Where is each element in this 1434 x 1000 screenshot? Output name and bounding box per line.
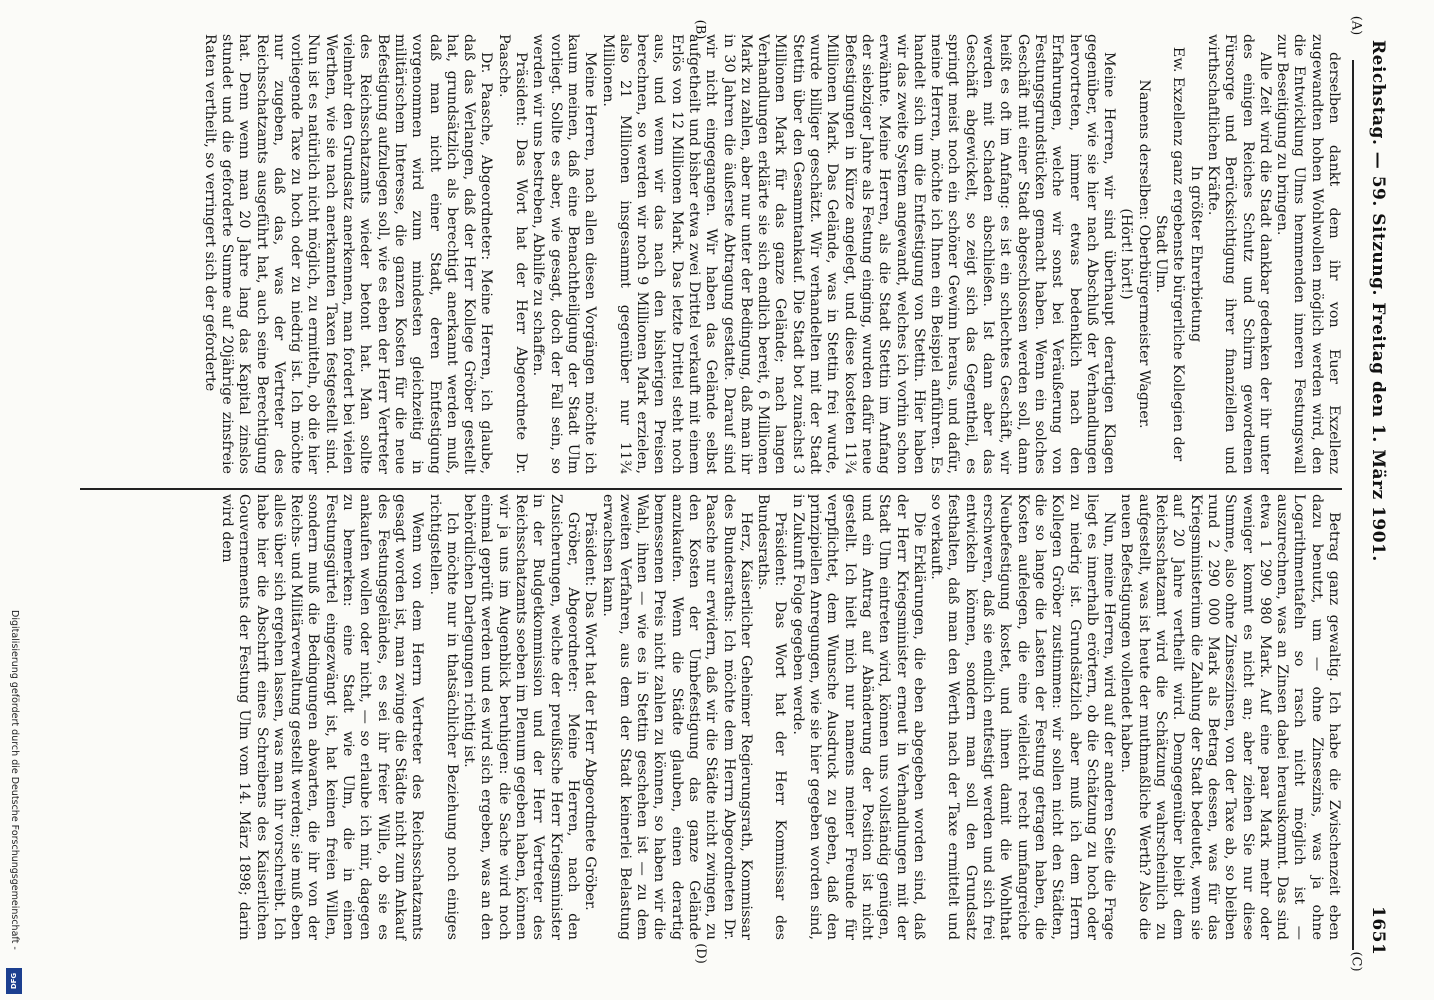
paragraph: Meine Herren, wir sind überhaupt derartigen Klagen gegenüber, wie sie hier nach Abschluß der Verhandlungen hervortreten, immer etwas bedenklich nach den Erfahrungen, welche wir sonst bei Veräußerung von Festungsgrundstücken gemacht haben. Wenn ein solches Geschäft mit einer Stadt abgeschlossen werden soll, dann heißt es oft im Anfang: es ist ein schlechtes Geschäft, wir werden mit Schaden abschließen. Ist dann aber das Geschäft abgewickelt, so zeigt sich das Gegentheil, es springt meist noch ein schöner Gewinn heraus, und dafür, meine Herren, möchte ich Ihnen ein Beispiel anführen. Es handelt sich um die Entfestigung von Stettin. Hier haben wir das zweite System angewandt, welches ich vorhin schon erwähnte. Meine Herren, als die Stadt Stettin im Anfang der siebziger Jahre als Festung einging, wurden dafür neue Befestigungen in Kürze angelegt, und diese kosteten 11¾ Millionen Mark. Das Gelände, was in Stettin frei wurde, wurde billiger geschätzt. Wir verhandelten mit der Stadt Stettin über den Gesammtankauf. Die Stadt bot zunächst 3 Millionen Mark für das ganze Gelände; nach langen Verhandlungen erklärte sie sich endlich bereit, 6 Millionen Mark zu zahlen, aber nur unter der Bedingung, daß man ihr in 30 Jahren die äußerste Abtragung gestatte. Darauf sind wir nicht eingegangen. Wir haben das Gelände selbst aufgetheilt und bisher etwa zwei Drittel verkauft mit einem Erlös von 12 Millionen Mark. Das letzte Drittel steht noch aus, und wenn wir das nach den bisherigen Preisen berechnen, so werden wir noch 9 Millionen Mark erzielen, also 21 Millionen insgesammt gegenüber nur 11¾ Millionen. [599,34,1118,474]
paragraph: derselben dankt dem ihr von Euer Exzellenz zugewandten hohen Wohlwollen möglich werden wird, den die Entwicklung Ulms hemmenden inneren Festungswall zur Beseitigung zu bringen. [1274,34,1342,474]
paragraph: Wenn von dem Herrn Vertreter des Reichsschatzamts gesagt worden ist, man zwinge die Städte nicht zum Ankauf des Festungsgeländes, es sei ihr freier Wille, ob sie es ankaufen wollen oder nicht, — so erlaube ich mir, dagegen zu bemerken: eine Stadt wie Ulm, die in einen Festungsgürtel eingezwängt ist, hat keinen freien Willen, sondern muß die Bedingungen abwarten, die ihr von der Reichs- und Militärverwaltung gestellt werden; sie muß eben alles über sich ergehen lassen, was man ihr vorschreibt. Ich habe hier die Abschrift eines Schreibens des Kaiserlichen Gouvernements der Festung Ulm vom 14. März 1898; darin wird dem [219,494,426,940]
column-right-text [80,494,1342,940]
paragraph: Namens derselben: Oberbürgermeister Wagner. [1135,79,1152,429]
dfg-logo-text: DFG [10,972,18,990]
margin-mark-a: (A) [1348,15,1364,36]
paragraph: Meine Herren, nach allen diesen Vorgängen möchte ich kaum meinen, daß eine Benachtheiligung der Stadt Ulm vorliegt. Sollte es aber, wie gesagt, doch der Fall sein, so werden wir uns bestreben, Abhilfe zu schaffen. [530,34,599,474]
margin-mark-b: (B) [692,19,708,40]
paragraph: Nun, meine Herren, wird auf der anderen Seite die Frage liegt es innerhalb erörtern, ob die Schätzung zu hoch oder zu niedrig ist. Grundsätzlich aber muß ich dem Herrn Kollegen Gröber zustimmen: wir sollen nicht den Städten, die so lange die Lasten der Festung getragen haben, die Kosten aufelegen, die eine vielleicht recht umfangreiche Neubefestigung kostet, und ihnen damit die Wohlthat erschweren, daß sie endlich entfestigt werden und sich frei entwickeln können, sondern man soll den Grundsatz festhalten, daß man den Werth nach der Taxe ermittelt und so verkauft. [928,494,1118,940]
paragraph: (Hört! hört!) [1118,208,1135,300]
column-left [80,34,1342,484]
column-left-text [80,34,1342,474]
paragraph: Betrag ganz gewaltig. Ich habe die Zwischenzeit eben dazu benutzt, um — ohne Zinseszins, was ja ohne Logarithmentafeln so rasch nicht möglich ist — auszurechnen, was an Zinsen dabei herauskommt. Das sind etwa 1 290 980 Mark. Auf eine paar Mark mehr oder weniger kommt es nicht an; aber ziehen Sie nur diese Summe, also ohne Zinseszinsen, von der Taxe ab, so bleiben rund 2 290 000 Mark als Betrag dessen, was für das Kriegsministerium die Zahlung der Stadt bedeutet, wenn sie auf 20 Jahre vertheilt wird. Demgegenüber bleibt dem Reichsschatzamt wird die Schätzung wahrscheinlich zu aufgestellt, was ist heute der muthmaßliche Werth? Also die neuen Befestigungen vollendet haben. [1118,494,1342,940]
paragraph: Präsident: Das Wort hat der Herr Kommissar des Bundesraths. [755,494,789,940]
header-rule [1352,60,1354,950]
paragraph: Herz, Kaiserlicher Geheimer Regierungsrath, Kommissar des Bundesraths: Ich möchte dem Herrn Abgeordneten Dr. Paasche nur erwidern, daß wir die Städte nicht zwingen, zu den Kosten der Umbefestigung das ganze Gelände anzukaufen. Wenn die Städte glauben, einen derartig bemessenen Preis nicht zahlen zu können, so haben wir die Wahl, ihnen — wie es in Stettin geschehen ist — zu dem zweiten Verfahren, aus dem der Stadt keinerlei Belastung erwachsen kann. [599,494,754,940]
column-divider [80,488,1342,490]
paragraph: In größter Ehrerbietung [1187,165,1204,343]
page-number: 1651 [1368,906,1388,956]
paragraph: Die Erklärungen, die eben abgegeben worden sind, daß der Herr Kriegsminister erneut in Verhandlungen mit der Stadt Ulm eintreten wird, können uns vollständig genügen, und ein Antrag auf Abänderung der Position ist nicht gestellt. Ich hielt mich nur namens meiner Freunde für verpflichtet, dem Wunsche Ausdruck zu geben, daß den prinzipiellen Anregungen, wie sie hier gegeben worden sind, in Zukunft Folge gegeben werde. [789,494,927,940]
digitization-credit [2,0,24,1000]
paragraph: Präsident: Das Wort hat der Herr Abgeordnete Gröber. [582,512,599,911]
margin-mark-c: (C) [1348,951,1364,972]
paragraph: Ich möchte nur in thatsächlicher Beziehung noch einiges richtigstellen. [426,494,460,940]
paragraph: Präsident: Das Wort hat der Herr Abgeordnete Dr. Paasche. [495,34,530,474]
column-right [80,494,1342,946]
header-title: Reichstag. — 59. Sitzung. Freitag den 1. März 1901. [1368,40,1388,562]
dfg-logo [6,968,22,994]
page-header [1360,40,1390,960]
paragraph: Alle Zeit wird die Stadt dankbar gedenken der ihr unter des einigen Reiches Schutz und Schirm gewordenen Fürsorge und Berücksichtigung ihrer finanziellen und wirthschaftlichen Kräfte. [1204,34,1273,474]
paragraph: Ew. Exzellenz ganz ergebenste bürgerliche Kollegien der Stadt Ulm. [1153,46,1187,462]
paragraph: Dr. Paasche, Abgeordneter: Meine Herren, ich glaube, daß das Verlangen, daß der Herr Kollege Gröber gestellt hat, grundsätzlich als berechtigt anerkannt werden muß, daß man nicht einer Stadt, deren Entfestigung vorgenommen wird zum mindesten gleichzeitig in militärischem Interesse, die ganzen Kosten für die neue Befestigung aufzulegen soll, wie es eben der Herr Vertreter des Reichsschatzamts wieder betont hat. Man sollte vielmehr den Grundsatz anerkennen, man fordert bei vielen Werthen, wie sie nach anerkannten Taxen festgestellt sind. Nun ist es natürlich nicht möglich, zu ermitteln, ob die hier vorliegende Taxe zu hoch oder zu niedrig ist. Ich möchte nur zugeben, daß das, was der Vertreter des Reichsschatzamts ausgeführt hat, auch seine Berechtigung hat. Denn wenn man 20 Jahre lang das Kapital zinslos stundet und die geforderte Summe auf 20jährige zinsfreie Raten vertheilt, so verringert sich der geforderte [201,34,495,474]
credit-text: Digitalisierung gefördert durch die Deutsche Forschungsgemeinschaft - [9,610,20,950]
margin-mark-d: (D) [692,943,708,964]
paragraph: Gröber, Abgeordneter: Meine Herren, nach den Zusicherungen, welche der preußische Herr Kriegsminister in der Budgetkommission und der Herr Vertreter des Reichsschatzamts soeben im Plenum gegeben haben, können wir ja uns im Augenblick beruhigen: die Sache wird noch einmal geprüft werden und es wird sich ergeben, was an den behördlichen Darlegungen richtig ist. [461,494,581,940]
